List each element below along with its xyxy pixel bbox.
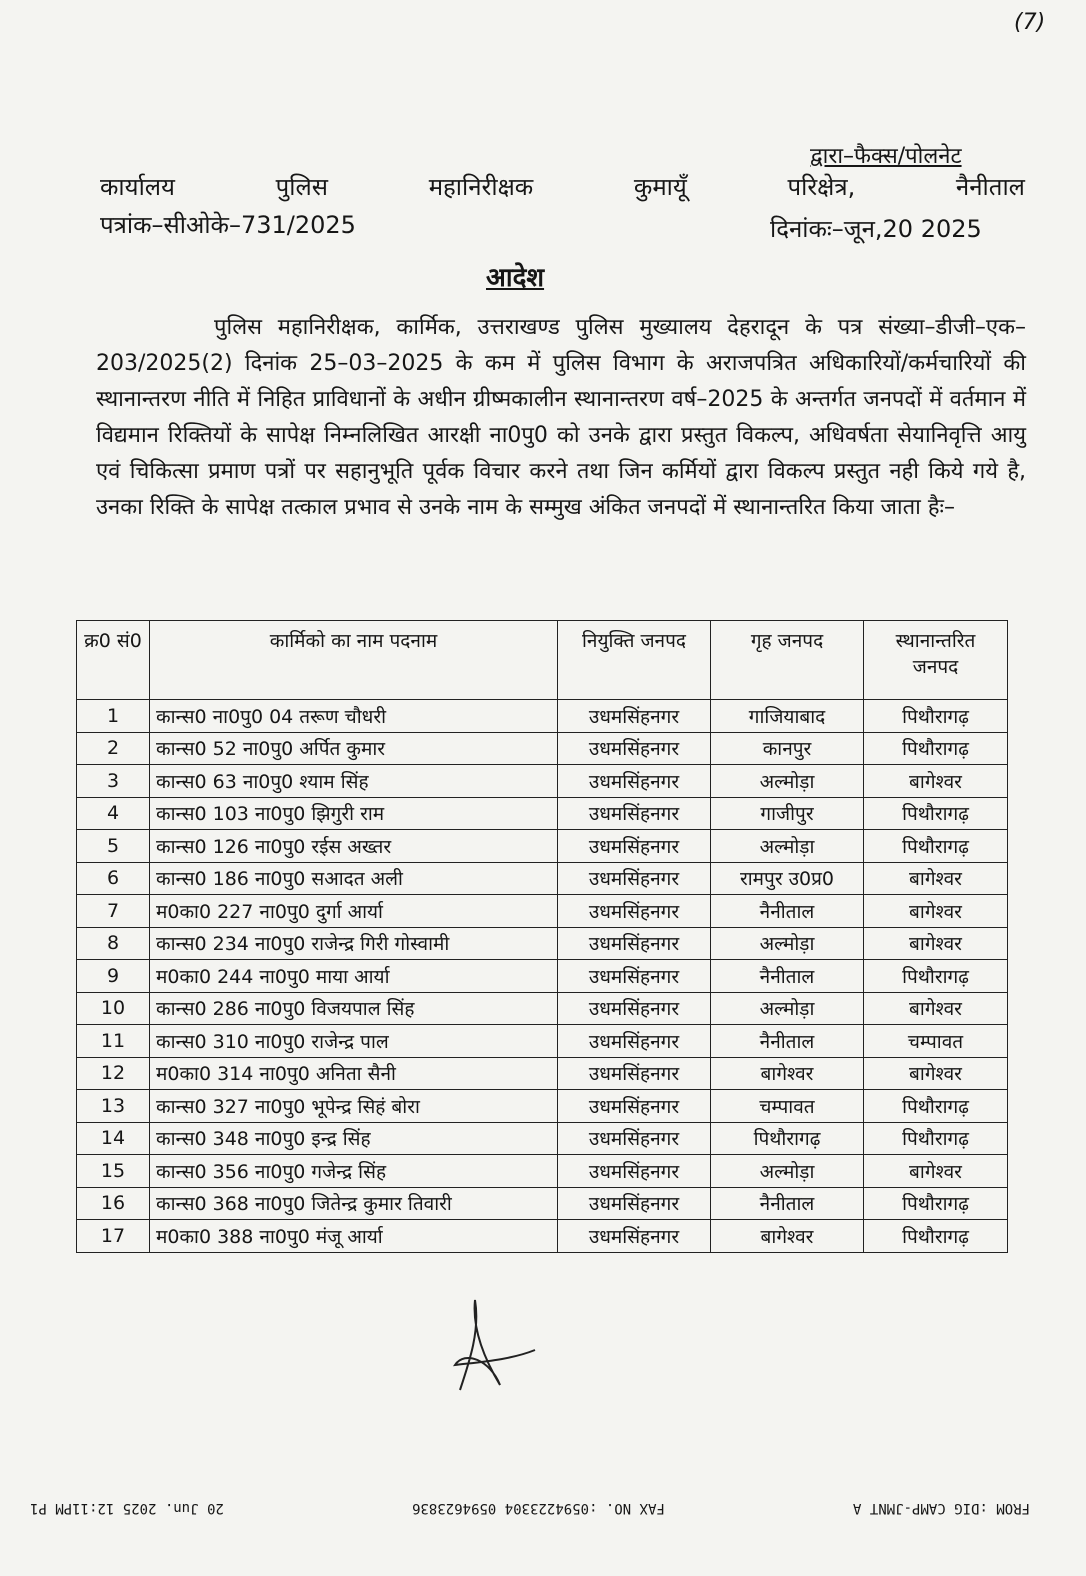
cell-serial: 3: [77, 765, 150, 798]
cell-name: कान्स0 310 ना0पु0 राजेन्द्र पाल: [150, 1025, 558, 1058]
table-row: [77, 960, 1008, 993]
table-row: [77, 1122, 1008, 1155]
cell-transfer-district: चम्पावत: [864, 1025, 1008, 1058]
cell-serial: 2: [77, 732, 150, 765]
cell-name: कान्स0 348 ना0पु0 इन्द्र सिंह: [150, 1122, 558, 1155]
cell-serial: 6: [77, 862, 150, 895]
table-row: [77, 1057, 1008, 1090]
cell-home-district: अल्मोड़ा: [711, 927, 864, 960]
cell-appointment-district: उधमसिंहनगर: [558, 1187, 711, 1220]
table-row: [77, 992, 1008, 1025]
cell-home-district: गाजीपुर: [711, 797, 864, 830]
cell-transfer-district: बागेश्वर: [864, 765, 1008, 798]
cell-transfer-district: पिथौरागढ़: [864, 1122, 1008, 1155]
cell-appointment-district: उधमसिंहनगर: [558, 960, 711, 993]
fax-line: द्वारा–फैक्स/पोलनेट: [810, 144, 962, 169]
transfer-table: [76, 620, 1008, 1253]
cell-transfer-district: पिथौरागढ़: [864, 700, 1008, 733]
cell-home-district: गाजियाबाद: [711, 700, 864, 733]
fax-from: FROM :DIG CAMP-JMNT A: [852, 1500, 1030, 1516]
cell-name: म0का0 227 ना0पु0 दुर्गा आर्या: [150, 895, 558, 928]
cell-appointment-district: उधमसिंहनगर: [558, 797, 711, 830]
page-number: (7): [1014, 10, 1046, 35]
cell-name: कान्स0 368 ना0पु0 जितेन्द्र कुमार तिवारी: [150, 1187, 558, 1220]
cell-name: म0का0 244 ना0पु0 माया आर्या: [150, 960, 558, 993]
cell-name: कान्स0 234 ना0पु0 राजेन्द्र गिरी गोस्वामी: [150, 927, 558, 960]
cell-transfer-district: पिथौरागढ़: [864, 732, 1008, 765]
cell-home-district: अल्मोड़ा: [711, 765, 864, 798]
table-row: [77, 765, 1008, 798]
cell-serial: 9: [77, 960, 150, 993]
cell-serial: 4: [77, 797, 150, 830]
order-body: पुलिस महानिरीक्षक, कार्मिक, उत्तराखण्ड पुलिस मुख्यालय देहरादून के पत्र संख्या–डीजी–एक–203/2025(2) दिनांक 25–03–2025 के कम में पुलिस विभाग के अराजपत्रित अधिकारियों/कर्मचारियों की स्थानान्तरण नीति में निहित प्राविधानों के अधीन ग्रीष्मकालीन स्थानान्तरण वर्ष–2025 के अन्तर्गत जनपदों में वर्तमान में विद्यमान रिक्तियों के सापेक्ष निम्नलिखित आरक्षी ना0पु0 को उनके द्वारा प्रस्तुत विकल्प, अधिवर्षता सेयानिवृत्ति आयु एवं चिकित्सा प्रमाण पत्रों पर सहानुभूति पूर्वक विचार करने तथा जिन कर्मियों द्वारा विकल्प प्रस्तुत नही किये गये है, उनका रिक्ति के सापेक्ष तत्काल प्रभाव से उनके नाम के सम्मुख अंकित जनपदों में स्थानान्तरित किया जाता हैः–: [96, 315, 1026, 520]
cell-home-district: पिथौरागढ़: [711, 1122, 864, 1155]
office-word: परिक्षेत्र,: [787, 173, 856, 201]
cell-home-district: बागेश्वर: [711, 1220, 864, 1253]
header-home-district: गृह जनपद: [711, 621, 864, 700]
cell-serial: 17: [77, 1220, 150, 1253]
cell-appointment-district: उधमसिंहनगर: [558, 992, 711, 1025]
office-heading: [100, 170, 1025, 203]
cell-serial: 7: [77, 895, 150, 928]
order-title: आदेश: [486, 263, 545, 293]
cell-home-district: नैनीताल: [711, 1187, 864, 1220]
cell-name: कान्स0 286 ना0पु0 विजयपाल सिंह: [150, 992, 558, 1025]
office-word: कार्यालय: [100, 173, 175, 201]
cell-home-district: कानपुर: [711, 732, 864, 765]
table-row: [77, 1220, 1008, 1253]
fax-number: FAX NO. :0594223304 0594623836: [412, 1500, 665, 1516]
cell-home-district: नैनीताल: [711, 1025, 864, 1058]
cell-name: कान्स0 356 ना0पु0 गजेन्द्र सिंह: [150, 1155, 558, 1188]
cell-appointment-district: उधमसिंहनगर: [558, 1220, 711, 1253]
cell-appointment-district: उधमसिंहनगर: [558, 1090, 711, 1123]
cell-home-district: रामपुर उ0प्र0: [711, 862, 864, 895]
cell-appointment-district: उधमसिंहनगर: [558, 765, 711, 798]
cell-transfer-district: पिथौरागढ़: [864, 797, 1008, 830]
cell-serial: 12: [77, 1057, 150, 1090]
office-word: नैनीताल: [955, 173, 1025, 201]
cell-appointment-district: उधमसिंहनगर: [558, 830, 711, 863]
cell-appointment-district: उधमसिंहनगर: [558, 1057, 711, 1090]
cell-serial: 13: [77, 1090, 150, 1123]
table-row: [77, 895, 1008, 928]
cell-transfer-district: पिथौरागढ़: [864, 830, 1008, 863]
table-row: [77, 1187, 1008, 1220]
cell-transfer-district: बागेश्वर: [864, 992, 1008, 1025]
table-row: [77, 797, 1008, 830]
fax-time: 20 Jun. 2025 12:11PM P1: [30, 1500, 224, 1516]
cell-name: कान्स0 186 ना0पु0 सआदत अली: [150, 862, 558, 895]
table-row: [77, 830, 1008, 863]
cell-name: म0का0 388 ना0पु0 मंजू आर्या: [150, 1220, 558, 1253]
table-row: [77, 732, 1008, 765]
cell-home-district: अल्मोड़ा: [711, 830, 864, 863]
cell-home-district: चम्पावत: [711, 1090, 864, 1123]
cell-appointment-district: उधमसिंहनगर: [558, 1025, 711, 1058]
table-row: [77, 1090, 1008, 1123]
office-word: महानिरीक्षक: [428, 173, 534, 201]
cell-transfer-district: बागेश्वर: [864, 1057, 1008, 1090]
header-appointment-district: नियुक्ति जनपद: [558, 621, 711, 700]
cell-serial: 5: [77, 830, 150, 863]
cell-serial: 15: [77, 1155, 150, 1188]
cell-serial: 11: [77, 1025, 150, 1058]
cell-name: कान्स0 52 ना0पु0 अर्पित कुमार: [150, 732, 558, 765]
cell-transfer-district: बागेश्वर: [864, 927, 1008, 960]
cell-transfer-district: पिथौरागढ़: [864, 1187, 1008, 1220]
table-row: [77, 700, 1008, 733]
table-row: [77, 927, 1008, 960]
letter-date: दिनांकः–जून,20 2025: [770, 215, 982, 243]
cell-appointment-district: उधमसिंहनगर: [558, 927, 711, 960]
cell-transfer-district: बागेश्वर: [864, 895, 1008, 928]
cell-name: कान्स0 ना0पु0 04 तरूण चौधरी: [150, 700, 558, 733]
cell-appointment-district: उधमसिंहनगर: [558, 1122, 711, 1155]
header-name: कार्मिको का नाम पदनाम: [150, 621, 558, 700]
cell-name: कान्स0 103 ना0पु0 झिगुरी राम: [150, 797, 558, 830]
cell-serial: 1: [77, 700, 150, 733]
cell-appointment-district: उधमसिंहनगर: [558, 1155, 711, 1188]
fax-footer: [30, 1500, 1030, 1516]
table-row: [77, 862, 1008, 895]
cell-name: कान्स0 126 ना0पु0 रईस अख्तर: [150, 830, 558, 863]
table-header-row: [77, 621, 1008, 700]
letter-number: पत्रांक–सीओके–731/2025: [100, 211, 356, 239]
cell-transfer-district: बागेश्वर: [864, 1155, 1008, 1188]
table-row: [77, 1155, 1008, 1188]
cell-home-district: नैनीताल: [711, 960, 864, 993]
cell-appointment-district: उधमसिंहनगर: [558, 700, 711, 733]
cell-transfer-district: पिथौरागढ़: [864, 1090, 1008, 1123]
cell-serial: 10: [77, 992, 150, 1025]
cell-serial: 8: [77, 927, 150, 960]
cell-home-district: अल्मोड़ा: [711, 1155, 864, 1188]
cell-appointment-district: उधमसिंहनगर: [558, 732, 711, 765]
cell-home-district: नैनीताल: [711, 895, 864, 928]
cell-home-district: अल्मोड़ा: [711, 992, 864, 1025]
cell-appointment-district: उधमसिंहनगर: [558, 895, 711, 928]
header-serial: क्र0 सं0: [77, 621, 150, 700]
office-word: कुमायूँ: [633, 173, 687, 201]
office-word: पुलिस: [275, 173, 329, 201]
signature: [440, 1290, 560, 1400]
cell-name: कान्स0 327 ना0पु0 भूपेन्द्र सिहं बोरा: [150, 1090, 558, 1123]
cell-home-district: बागेश्वर: [711, 1057, 864, 1090]
cell-serial: 16: [77, 1187, 150, 1220]
cell-transfer-district: पिथौरागढ़: [864, 1220, 1008, 1253]
cell-serial: 14: [77, 1122, 150, 1155]
cell-transfer-district: बागेश्वर: [864, 862, 1008, 895]
cell-name: म0का0 314 ना0पु0 अनिता सैनी: [150, 1057, 558, 1090]
header-transfer-district: स्थानान्तरित जनपद: [864, 621, 1008, 700]
cell-appointment-district: उधमसिंहनगर: [558, 862, 711, 895]
cell-name: कान्स0 63 ना0पु0 श्याम सिंह: [150, 765, 558, 798]
table-row: [77, 1025, 1008, 1058]
cell-transfer-district: पिथौरागढ़: [864, 960, 1008, 993]
